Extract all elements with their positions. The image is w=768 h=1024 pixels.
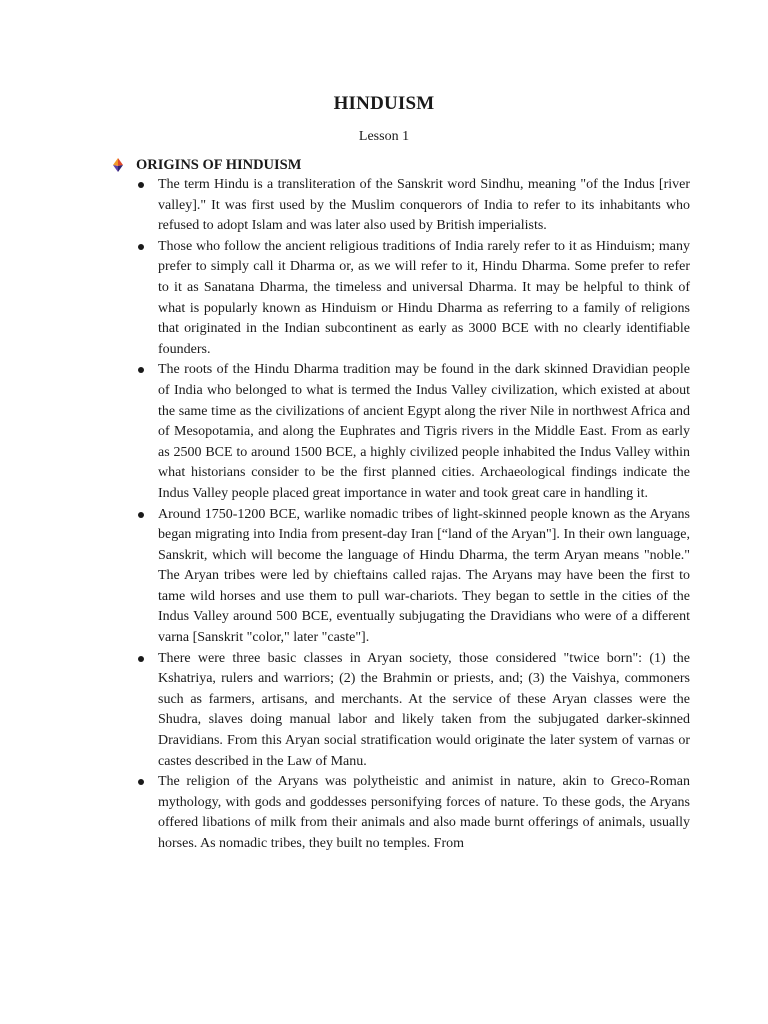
bullet-text: There were three basic classes in Aryan society, those considered "twice born": (1) the Kshatriya, rulers and warriors; (2) the Brahmin or priests, and; (3) the Vaishya, commoners such as farmers, artisans, and merchants. At the service of these Aryan classes were the Shudra, slaves doing manual labor and likely taken from the subjugated darker-skinned Dravidians. From this Aryan social stratification would originate the later system of varnas or castes described in the Law of Manu. <box>158 650 690 769</box>
list-item <box>158 175 690 237</box>
list-item <box>158 505 690 649</box>
bullet-dot-icon <box>138 182 144 188</box>
diamond-bullet-icon <box>112 157 124 173</box>
bullet-dot-icon <box>138 656 144 662</box>
document-title: HINDUISM <box>333 93 435 114</box>
bullet-dot-icon <box>138 367 144 373</box>
section-origins <box>112 155 692 855</box>
list-item <box>158 360 690 504</box>
bullet-list <box>158 175 690 855</box>
section-heading-label: ORIGINS OF HINDUISM <box>136 157 302 173</box>
bullet-dot-icon <box>138 779 144 785</box>
bullet-text: The term Hindu is a transliteration of the Sanskrit word Sindhu, meaning "of the Indus [river valley]." It was first used by the Muslim conquerors of India to refer to its inhabitants who refused to adopt Islam and was later also used by British imperialists. <box>158 177 690 234</box>
list-item <box>158 649 690 773</box>
bullet-text: Those who follow the ancient religious traditions of India rarely refer to it as Hinduism; many prefer to simply call it Dharma or, as we will refer to it, Hindu Dharma. Some prefer to refer to it as Sanatana Dharma, the timeless and universal Dharma. It may be helpful to think of what is popularly known as Hinduism or Hindu Dharma as referring to a family of religions that originated in the Indian subcontinent as early as 3000 BCE with no clearly identifiable founders. <box>158 238 690 357</box>
bullet-text: Around 1750-1200 BCE, warlike nomadic tribes of light-skinned people known as the Aryans began migrating into India from present-day Iran [“land of the Aryan"]. In their own language, Sanskrit, which will become the language of Hindu Dharma, the term Aryan means "noble." The Aryan tribes were led by chieftains called rajas. The Aryans may have been the first to tame wild horses and use them to pull war-chariots. They began to settle in the cities of the Indus Valley around 500 BCE, eventually subjugating the Dravidians who were of a different varna [Sanskrit "color," later "caste"]. <box>158 506 690 646</box>
list-item <box>158 772 690 854</box>
bullet-text: The religion of the Aryans was polytheistic and animist in nature, akin to Greco-Roman mythology, with gods and goddesses personifying forces of nature. To these gods, the Aryans offered libations of milk from their animals and also made burnt offerings of animals, usually horses. As nomadic tribes, they built no temples. From <box>158 774 690 851</box>
list-item <box>158 237 690 361</box>
lesson-label: Lesson 1 <box>358 129 410 144</box>
bullet-dot-icon <box>138 512 144 518</box>
bullet-text: The roots of the Hindu Dharma tradition may be found in the dark skinned Dravidian people of India who belonged to what is termed the Indus Valley civilization, which existed at about the same time as the civilizations of ancient Egypt along the river Nile in northwest Africa and of Mesopotamia, and along the Euphrates and Tigris rivers in the Middle East. From as early as 2500 BCE to around 1500 BCE, a highly civilized people inhabited the Indus Valley within what historians consider to be the first planned cities. Archaeological findings indicate the Indus Valley people placed great importance in water and took great care in handling it. <box>158 362 690 501</box>
bullet-dot-icon <box>138 244 144 250</box>
section-heading <box>112 155 692 175</box>
